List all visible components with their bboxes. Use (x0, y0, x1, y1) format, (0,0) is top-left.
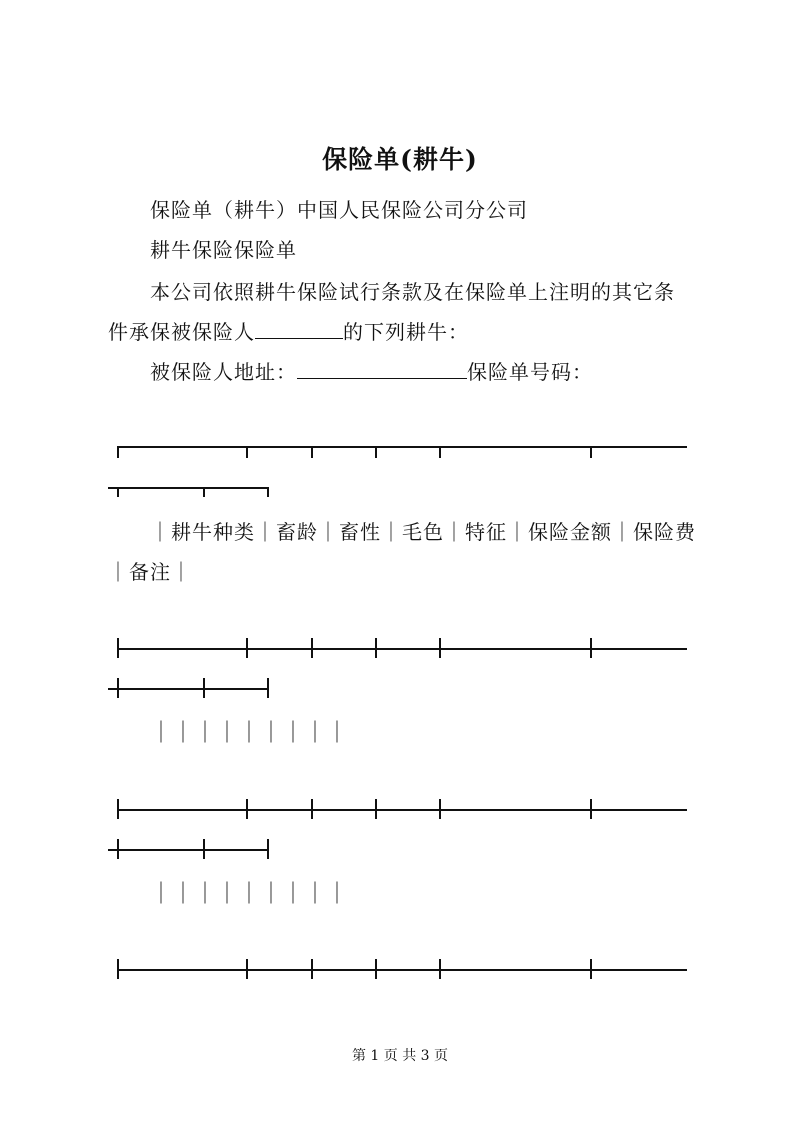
table-rule (117, 969, 687, 971)
table-tick (311, 799, 313, 819)
table-rule (108, 487, 268, 489)
table-rule (117, 809, 687, 811)
table-tick (590, 446, 592, 458)
paragraph-terms-line2 (108, 316, 469, 345)
table-tick (117, 799, 119, 819)
table-tick (375, 959, 377, 979)
table-tick (590, 959, 592, 979)
table-tick (375, 799, 377, 819)
address-label: 被保险人地址： (150, 360, 297, 384)
table-tick (246, 446, 248, 458)
table-rule (108, 849, 268, 851)
table-rule (108, 688, 268, 690)
table-tick (246, 799, 248, 819)
table-tick (117, 487, 119, 497)
table-tick (117, 678, 119, 698)
table-empty-row: ｜｜｜｜｜｜｜｜｜ (150, 721, 349, 746)
table-tick (267, 487, 269, 497)
paragraph-address (150, 356, 593, 385)
table-header-row: ｜耕牛种类｜畜龄｜畜性｜毛色｜特征｜保险金额｜保险费 (150, 520, 696, 544)
table-tick (375, 638, 377, 658)
terms-text-before: 件承保被保险人 (108, 320, 255, 344)
table-tick (246, 638, 248, 658)
table-tick (203, 487, 205, 497)
table-empty-row: ｜｜｜｜｜｜｜｜｜ (150, 882, 349, 907)
table-tick (590, 799, 592, 819)
table-tick (117, 839, 119, 859)
table-tick (311, 638, 313, 658)
page-footer: 第 1 页 共 3 页 (351, 1048, 449, 1064)
table-tick (267, 678, 269, 698)
table-tick (311, 446, 313, 458)
table-tick (203, 839, 205, 859)
table-tick (117, 959, 119, 979)
document-title: 保险单(耕牛) (322, 145, 478, 174)
table-tick (439, 959, 441, 979)
table-tick (439, 638, 441, 658)
insured-name-blank (255, 337, 343, 339)
table-tick (246, 959, 248, 979)
table-tick (117, 446, 119, 458)
policy-number-label: 保险单号码： (467, 360, 593, 384)
paragraph-terms-line1: 本公司依照耕牛保险试行条款及在保险单上注明的其它条 (150, 280, 675, 304)
address-blank (297, 377, 467, 379)
table-tick (203, 678, 205, 698)
table-tick (375, 446, 377, 458)
paragraph-company: 保险单（耕牛）中国人民保险公司分公司 (150, 198, 528, 222)
table-tick (439, 799, 441, 819)
table-tick (439, 446, 441, 458)
terms-text-after: 的下列耕牛： (343, 320, 469, 344)
table-rule (117, 446, 687, 448)
table-tick (267, 839, 269, 859)
table-tick (590, 638, 592, 658)
table-header-row-continued: ｜备注｜ (108, 560, 192, 584)
paragraph-policy-name: 耕牛保险保险单 (150, 238, 297, 262)
table-tick (117, 638, 119, 658)
table-rule (117, 648, 687, 650)
table-tick (311, 959, 313, 979)
